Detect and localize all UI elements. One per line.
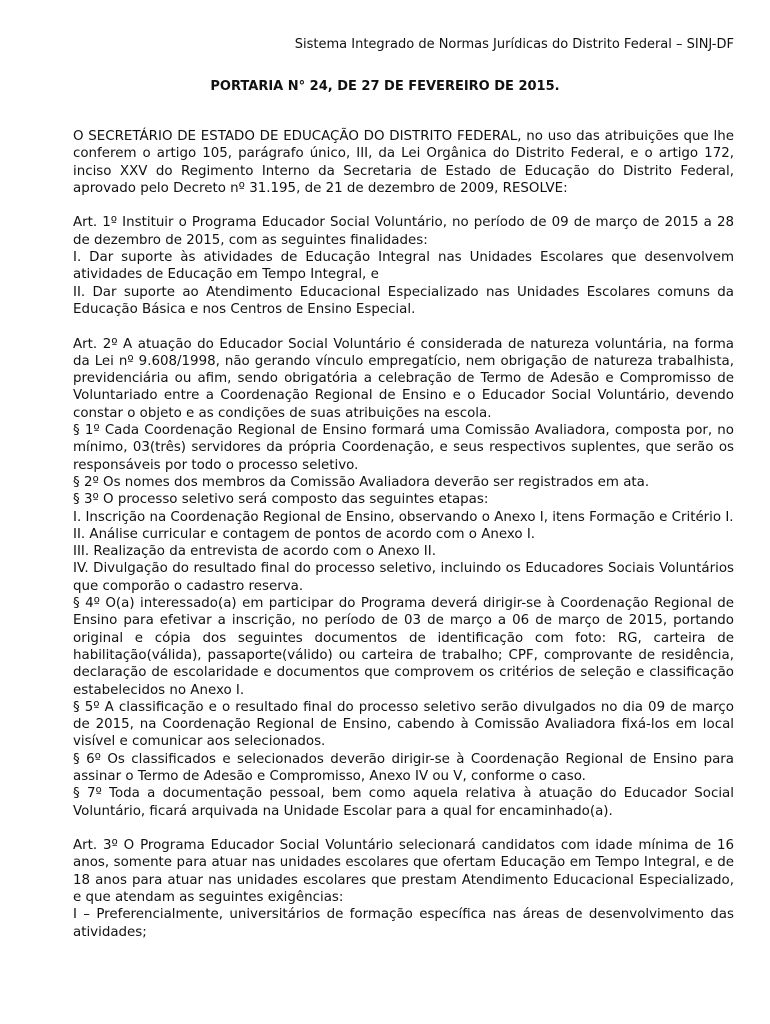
- preamble-paragraph: O SECRETÁRIO DE ESTADO DE EDUCAÇÃO DO DISTRITO FEDERAL, no uso das atribuições que lhe conferem o artigo 105, parágrafo único, III, da Lei Orgânica do Distrito Federal, e o artigo 172, inciso XXV do Regimento Interno da Secretaria de Estado de Educação do Distrito Federal, aprovado pelo Decreto nº 31.195, de 21 de dezembro de 2009, RESOLVE:: [73, 129, 734, 196]
- article-2-step-i: I. Inscrição na Coordenação Regional de Ensino, observando o Anexo I, itens Formação e Critério I.: [73, 509, 734, 525]
- article-2-step-iv: IV. Divulgação do resultado final do processo seletivo, incluindo os Educadores Sociais Voluntários que comporão o cadastro reserva.: [73, 561, 734, 594]
- document-body: [73, 128, 734, 941]
- article-2-paragraph-2: § 2º Os nomes dos membros da Comissão Avaliadora deverão ser registrados em ata.: [73, 474, 650, 490]
- paragraph-gap: [73, 318, 734, 335]
- article-2-paragraph-4: § 4º O(a) interessado(a) em participar do Programa deverá dirigir-se à Coordenação Regional de Ensino para efetivar a inscrição, no período de 03 de março a 06 de março de 2015, portando original e cópia dos seguintes documentos de identificação com foto: RG, carteira de habilitação(válida), passaporte(válido) ou carteira de trabalho; CPF, comprovante de residência, declaração de escolaridade e documentos que comprovem os critérios de seleção e classificação estabelecidos no Anexo I.: [73, 596, 734, 698]
- article-2-paragraph-7: § 7º Toda a documentação pessoal, bem como aquela relativa à atuação do Educador Social Voluntário, ficará arquivada na Unidade Escolar para a qual for encaminhado(a).: [73, 786, 734, 819]
- document-title: PORTARIA N° 24, DE 27 DE FEVEREIRO DE 2015.: [210, 79, 560, 94]
- article-2-paragraph-3: § 3º O processo seletivo será composto das seguintes etapas:: [73, 492, 489, 508]
- article-1-item-i: I. Dar suporte às atividades de Educação Integral nas Unidades Escolares que desenvolvem atividades de Educação em Tempo Integral, e: [73, 250, 734, 283]
- article-2-paragraph-6: § 6º Os classificados e selecionados deverão dirigir-se à Coordenação Regional de Ensino para assinar o Termo de Adesão e Compromisso, Anexo IV ou V, conforme o caso.: [73, 751, 734, 784]
- article-2: Art. 2º A atuação do Educador Social Voluntário é considerada de natureza voluntária, na forma da Lei nº 9.608/1998, não gerando vínculo empregatício, nem obrigação de natureza trabalhista, previdenciária ou afim, sendo obrigatória a celebração de Termo de Adesão e Compromisso de Voluntariado entre a Coordenação Regional de Ensino e o Educador Social Voluntário, devendo constar o objeto e as condições de suas atribuições na escola.: [73, 336, 734, 421]
- article-3: Art. 3º O Programa Educador Social Voluntário selecionará candidatos com idade mínima de 16 anos, somente para atuar nas unidades escolares que ofertam Educação em Tempo Integral, e de 18 anos para atuar nas unidades escolares que prestam Atendimento Educacional Especializado, e que atendam as seguintes exigências:: [73, 838, 734, 906]
- paragraph-gap: [73, 820, 734, 837]
- article-2-step-ii: II. Análise curricular e contagem de pontos de acordo com o Anexo I.: [73, 526, 536, 542]
- article-2-step-iii: III. Realização da entrevista de acordo com o Anexo II.: [73, 544, 436, 560]
- document-header: Sistema Integrado de Normas Jurídicas do Distrito Federal – SINJ-DF: [294, 37, 734, 52]
- article-2-paragraph-5: § 5º A classificação e o resultado final do processo seletivo serão divulgados no dia 09 de março de 2015, na Coordenação Regional de Ensino, cabendo à Comissão Avaliadora fixá-los em local visível e comunicar aos selecionados.: [73, 699, 734, 750]
- article-3-item-i: I – Preferencialmente, universitários de formação específica nas áreas de desenvolvimento das atividades;: [73, 907, 734, 940]
- article-2-paragraph-1: § 1º Cada Coordenação Regional de Ensino formará uma Comissão Avaliadora, composta por, no mínimo, 03(três) servidores da própria Coordenação, e seus respectivos suplentes, que serão os responsáveis por todo o processo seletivo.: [73, 423, 734, 473]
- article-1: Art. 1º Instituir o Programa Educador Social Voluntário, no período de 09 de março de 2015 a 28 de dezembro de 2015, com as seguintes finalidades:: [73, 215, 734, 248]
- paragraph-gap: [73, 197, 734, 214]
- article-1-item-ii: II. Dar suporte ao Atendimento Educacional Especializado nas Unidades Escolares comuns da Educação Básica e nos Centros de Ensino Especial.: [73, 284, 734, 317]
